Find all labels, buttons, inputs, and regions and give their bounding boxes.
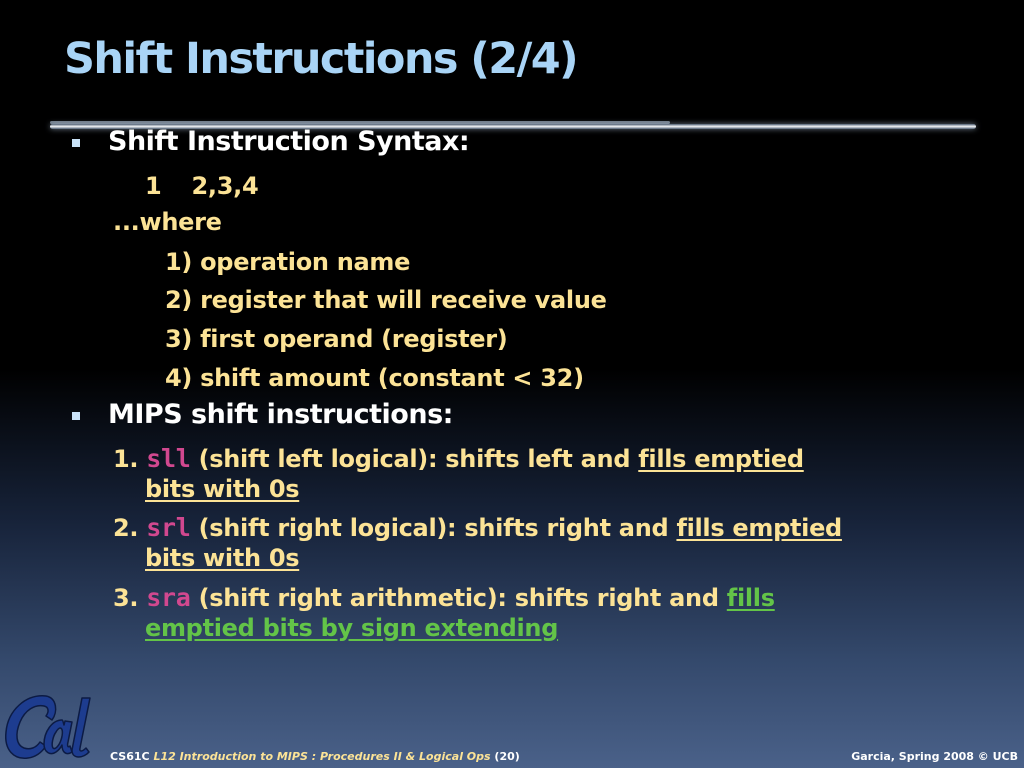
syntax-item-2: 2) register that will receive value [165, 286, 607, 314]
where-text: ...where [113, 208, 222, 236]
instruction-number: 2. [113, 514, 139, 542]
syntax-item-1: 1) operation name [165, 248, 411, 276]
instruction-srl [113, 513, 842, 542]
footer-course: CS61C [110, 750, 150, 763]
footer-left [110, 750, 520, 763]
syntax-item-4: 4) shift amount (constant < 32) [165, 364, 584, 392]
syntax-line [145, 172, 258, 200]
footer-credit: Garcia, Spring 2008 © UCB [851, 750, 1018, 763]
footer-page: (20) [494, 750, 520, 763]
instruction-sll [113, 444, 804, 473]
instruction-highlight: fills emptied [638, 445, 804, 473]
slide-title: Shift Instructions (2/4) [64, 34, 578, 84]
instruction-highlight-cont: bits with 0s [145, 475, 300, 503]
instruction-desc: (shift right logical): shifts right and [198, 514, 669, 542]
bullet-2-text: MIPS shift instructions: [108, 399, 453, 430]
instruction-highlight: fills emptied [676, 514, 842, 542]
cal-logo [2, 690, 98, 764]
instruction-desc: (shift right arithmetic): shifts right and [198, 584, 719, 612]
bullet-square-icon [72, 139, 80, 147]
instruction-highlight-cont: emptied bits by sign extending [145, 614, 559, 642]
instruction-desc: (shift left logical): shifts left and [198, 445, 631, 473]
syntax-num2: 2,3,4 [191, 172, 259, 200]
syntax-item-3: 3) first operand (register) [165, 325, 508, 353]
instruction-highlight-cont: bits with 0s [145, 544, 300, 572]
instruction-number: 3. [113, 584, 139, 612]
instruction-sra [113, 583, 775, 612]
bullet-square-icon [72, 412, 80, 420]
instruction-code: srl [146, 513, 191, 542]
instruction-code: sll [146, 444, 191, 473]
instruction-highlight: fills [726, 584, 775, 612]
instruction-code: sra [146, 583, 191, 612]
instruction-number: 1. [113, 445, 139, 473]
bullet-1-text: Shift Instruction Syntax: [108, 126, 470, 157]
footer-lecture: L12 Introduction to MIPS : Procedures II & Logical Ops [153, 750, 491, 763]
syntax-num1: 1 [145, 172, 162, 200]
